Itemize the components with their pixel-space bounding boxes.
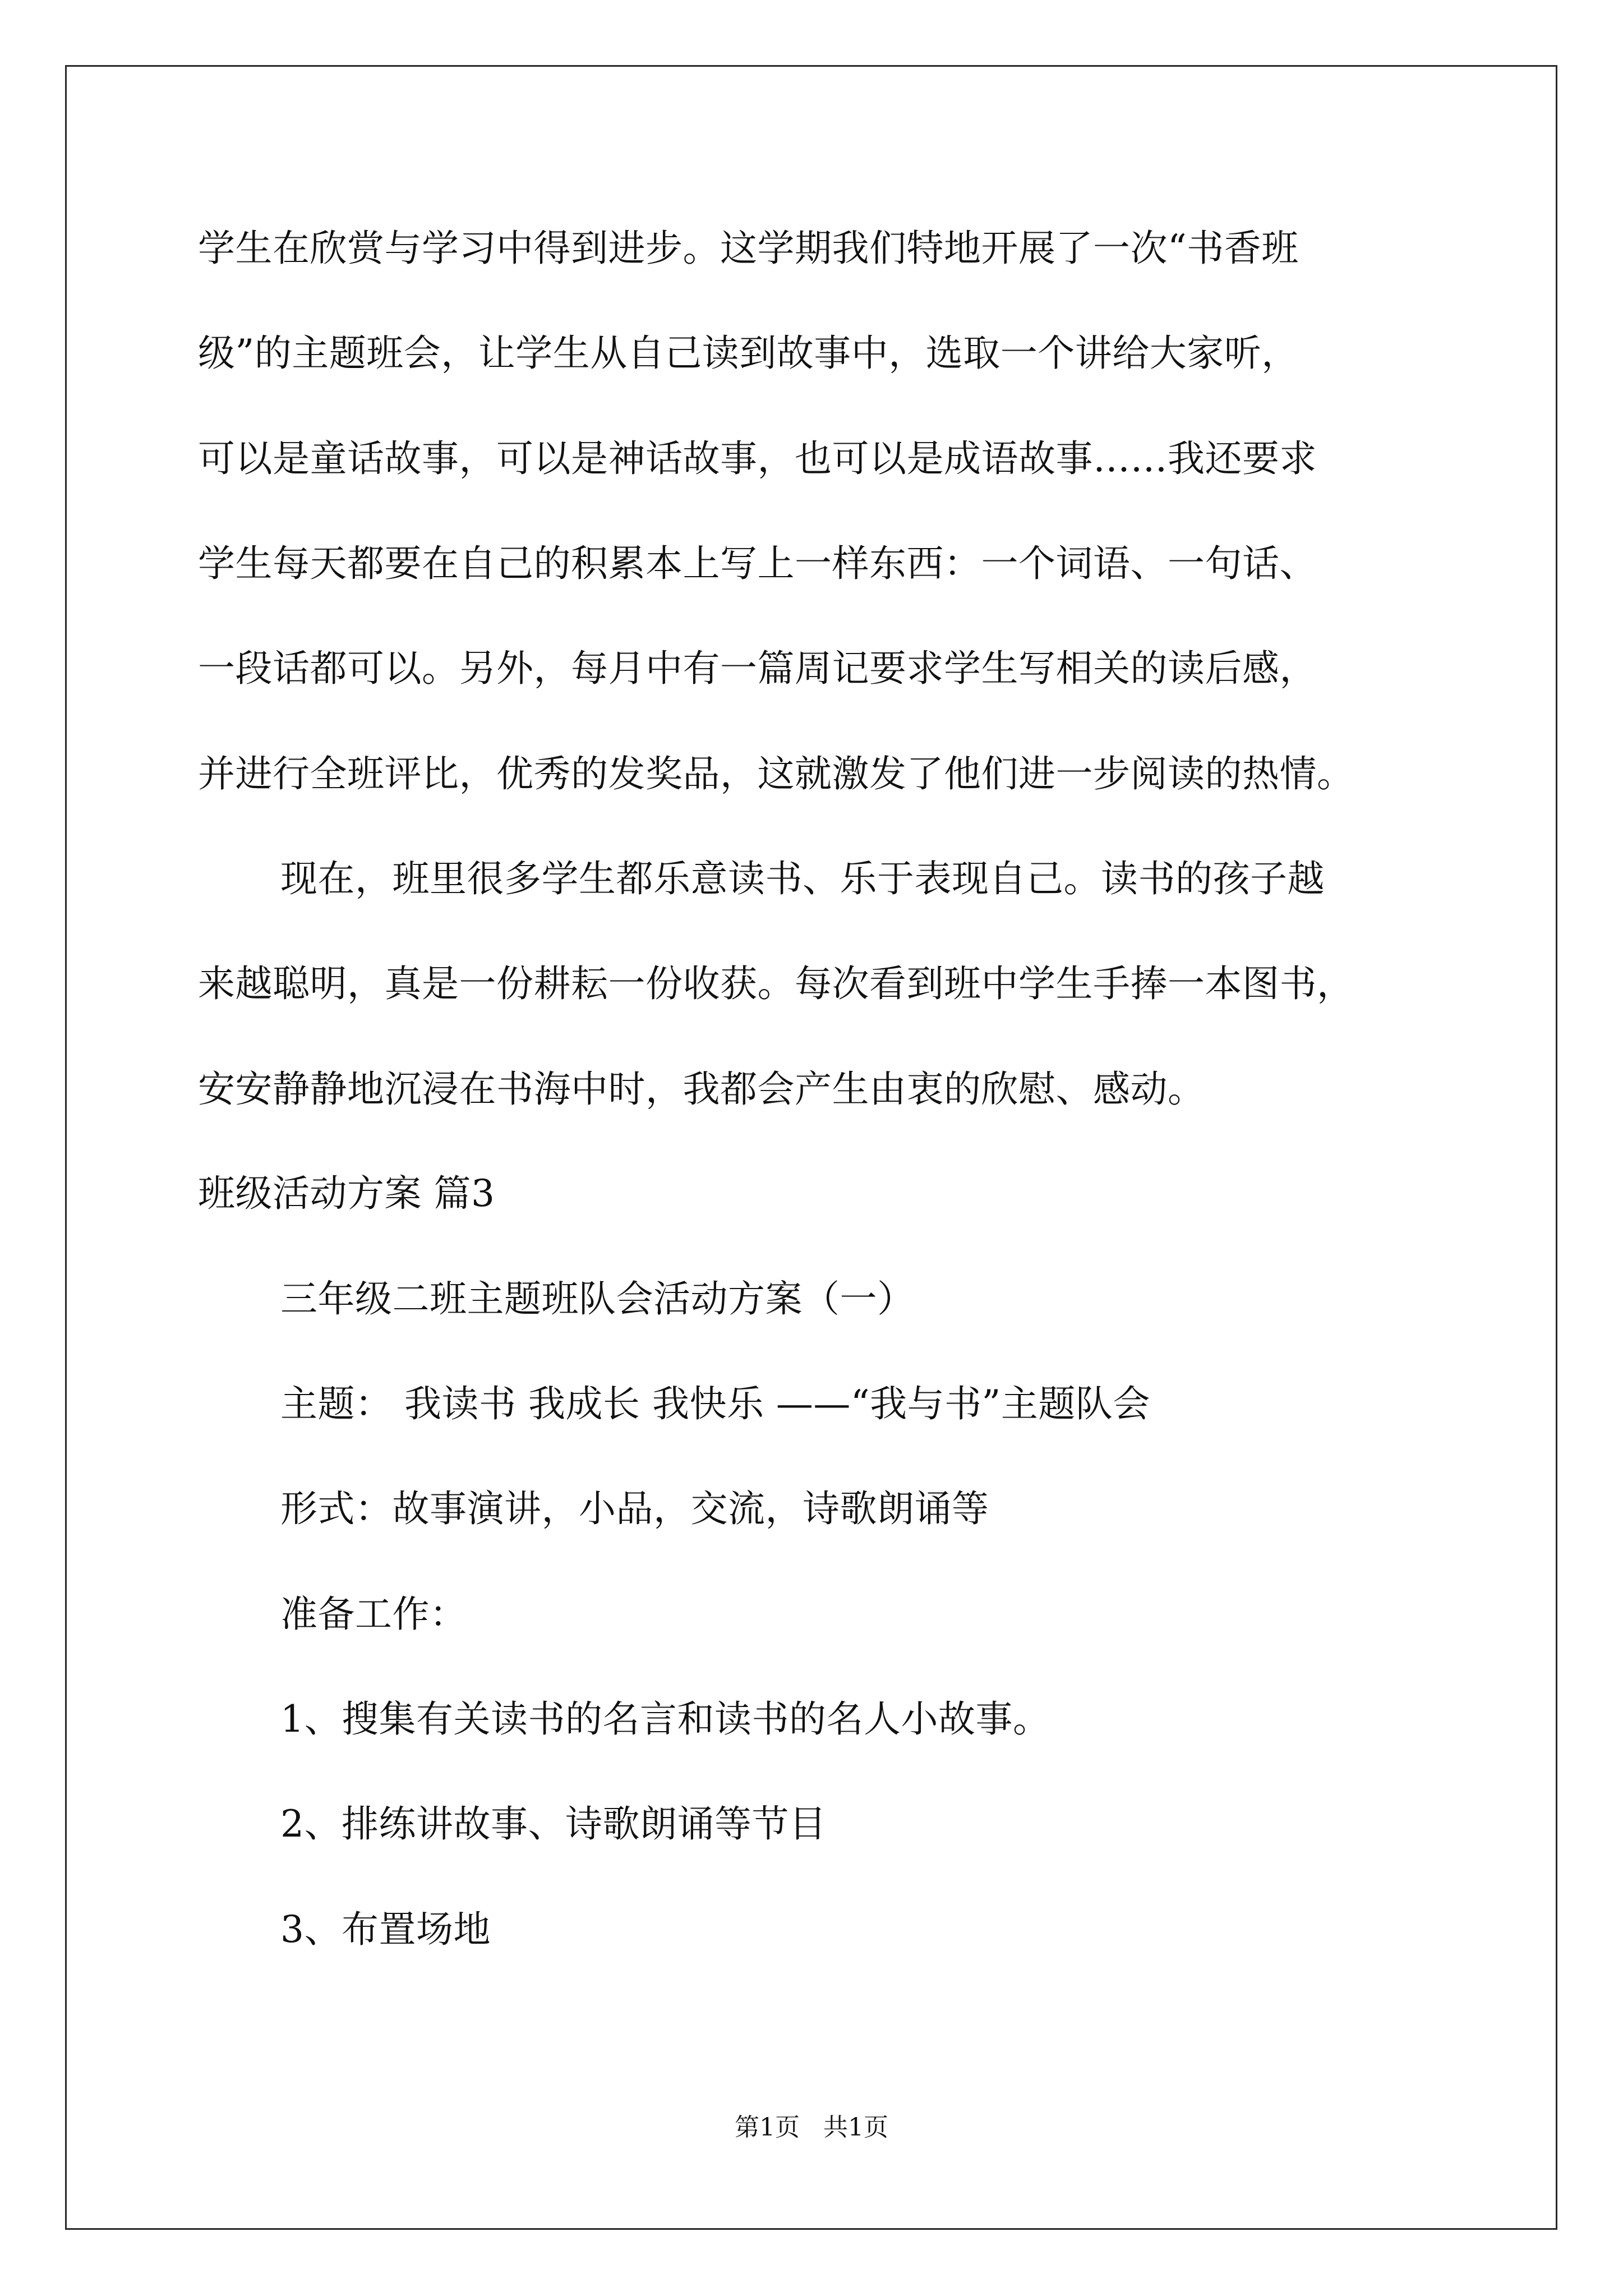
paragraph-line-2: 级”的主题班会，让学生从自己读到故事中，选取一个讲给大家听， bbox=[198, 332, 1299, 375]
paragraph-line-8: 来越聪明，真是一份耕耘一份收获。每次看到班中学生手捧一本图书， bbox=[198, 962, 1354, 1005]
paragraph-line-1: 学生在欣赏与学习中得到进步。这学期我们特地开展了一次“书香班 bbox=[198, 227, 1299, 270]
paragraph-line-5: 一段话都可以。另外，每月中有一篇周记要求学生写相关的读后感， bbox=[198, 647, 1317, 690]
section-heading: 班级活动方案 篇3 bbox=[198, 1172, 495, 1215]
preparation-item-2: 2、排练讲故事、诗歌朗诵等节目 bbox=[280, 1802, 827, 1846]
page-footer: 第1页 共1页 bbox=[735, 2113, 888, 2142]
paragraph-line-7: 现在，班里很多学生都乐意读书、乐于表现自己。读书的孩子越 bbox=[280, 857, 1325, 900]
plan-title: 三年级二班主题班队会活动方案（一） bbox=[280, 1277, 915, 1320]
paragraph-line-6: 并进行全班评比，优秀的发奖品，这就激发了他们进一步阅读的热情。 bbox=[198, 752, 1354, 795]
format-line: 形式：故事演讲，小品，交流，诗歌朗诵等 bbox=[280, 1487, 989, 1530]
page-border bbox=[65, 65, 1557, 2230]
paragraph-line-4: 学生每天都要在自己的积累本上写上一样东西：一个词语、一句话、 bbox=[198, 542, 1317, 585]
preparation-item-1: 1、搜集有关读书的名言和读书的名人小故事。 bbox=[280, 1697, 1050, 1741]
paragraph-line-3: 可以是童话故事，可以是神话故事，也可以是成语故事……我还要求 bbox=[198, 437, 1317, 480]
paragraph-line-9: 安安静静地沉浸在书海中时，我都会产生由衷的欣慰、感动。 bbox=[198, 1068, 1205, 1111]
preparation-item-3: 3、布置场地 bbox=[280, 1908, 491, 1951]
theme-line: 主题： 我读书 我成长 我快乐 ——“我与书”主题队会 bbox=[280, 1382, 1150, 1425]
preparation-heading: 准备工作： bbox=[280, 1593, 467, 1636]
